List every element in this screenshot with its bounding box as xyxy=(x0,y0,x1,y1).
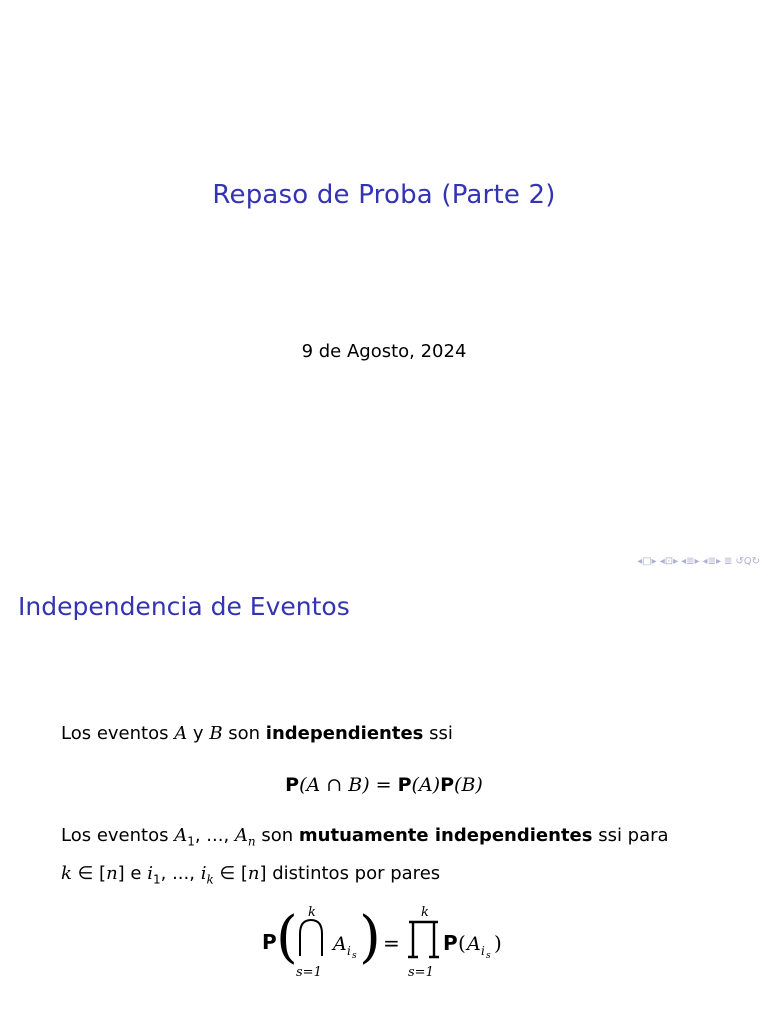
definition-independence: Los eventos A y B son independientes ssi xyxy=(61,723,453,744)
svg-text:P: P xyxy=(443,931,458,955)
equation-independence: P(A ∩ B) = P(A)P(B) xyxy=(285,774,483,796)
svg-text:s=1: s=1 xyxy=(408,965,434,980)
svg-text:(: ( xyxy=(458,931,466,955)
big-cap-icon xyxy=(300,920,322,956)
svg-text:s=1: s=1 xyxy=(296,965,322,980)
svg-text:=: = xyxy=(383,931,400,955)
term-independientes: independientes xyxy=(265,723,424,744)
svg-text:s: s xyxy=(486,951,491,961)
nav-appendix-icon[interactable]: ≣ xyxy=(723,556,733,567)
equation-mutual-independence xyxy=(0,894,768,984)
svg-text:k: k xyxy=(308,905,316,920)
nav-first-icon[interactable]: ◂□▸ xyxy=(637,556,657,567)
svg-text:A: A xyxy=(467,933,481,955)
nav-section-icon[interactable]: ◂≣▸ xyxy=(681,556,700,567)
nav-subsection-icon[interactable]: ◂≣▸ xyxy=(702,556,721,567)
svg-text:(: ( xyxy=(276,905,298,970)
svg-text:i: i xyxy=(347,944,351,958)
nav-frame-icon[interactable]: ◂⊡▸ xyxy=(659,556,679,567)
slide-independencia xyxy=(0,576,768,1024)
svg-text:s: s xyxy=(352,951,357,961)
beamer-navigation-bar xyxy=(637,556,760,567)
svg-text:i: i xyxy=(481,944,485,958)
nav-search-icon[interactable]: ↺Q↻ xyxy=(735,556,760,567)
big-prod-icon xyxy=(408,922,439,957)
definition-mutual-independence: Los eventos $A_1$, ..., $A_n$ son mutuamente independientes ssi para k ∈ [n] e $i_1$, ..., $i_k$ ∈ [n] distintos por pares xyxy=(61,825,669,887)
svg-text:k: k xyxy=(421,905,429,920)
svg-text:P: P xyxy=(262,930,277,954)
svg-text:A: A xyxy=(333,933,347,955)
frame-title: Independencia de Eventos xyxy=(18,592,350,621)
svg-text:): ) xyxy=(359,905,381,970)
term-mutuamente-independientes: mutuamente independientes xyxy=(298,825,593,846)
svg-text:): ) xyxy=(494,931,502,955)
presentation-title: Repaso de Proba (Parte 2) xyxy=(212,180,556,210)
presentation-date: 9 de Agosto, 2024 xyxy=(301,341,467,362)
